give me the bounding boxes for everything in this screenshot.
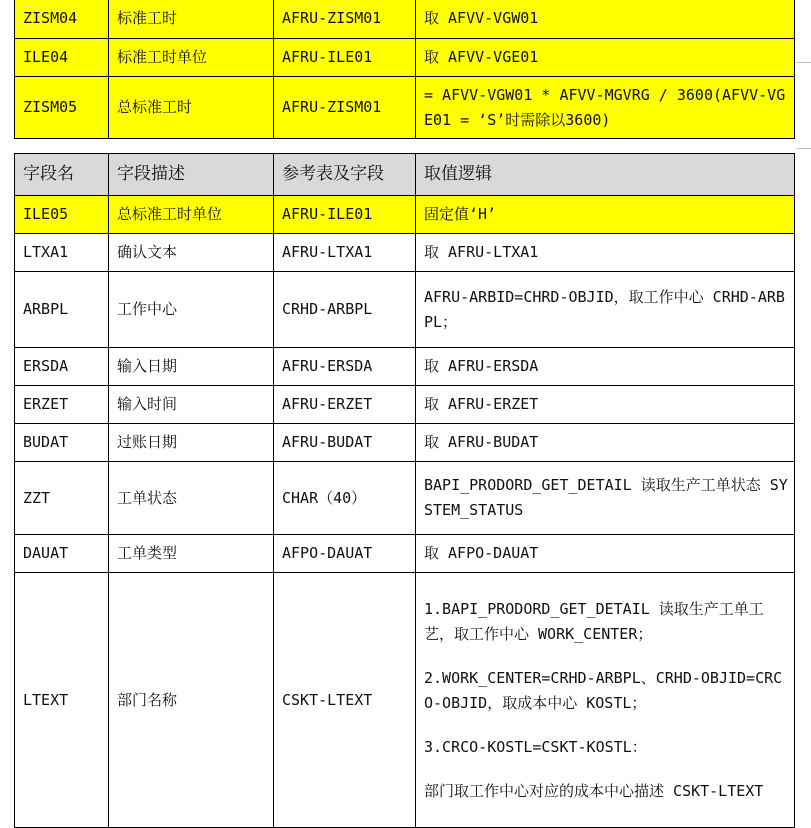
logic-text: 取 AFPO-DAUAT [424,544,539,562]
table-row [15,196,795,234]
field-name-cell: DAUAT [15,535,109,573]
field-name-cell: ERZET [15,386,109,424]
logic-text: 取 AFRU-ERSDA [424,357,539,375]
field-name-cell: ERSDA [15,348,109,386]
field-desc-cell: 标准工时单位 [109,39,274,77]
logic-cell [416,196,795,234]
field-desc-cell: 输入日期 [109,348,274,386]
ref-field-cell: AFRU-BUDAT [274,424,416,462]
logic-cell [416,386,795,424]
ref-field-cell: AFPO-DAUAT [274,535,416,573]
field-desc-cell: 工作中心 [109,272,274,348]
table-row [15,535,795,573]
field-name-cell: ZZT [15,462,109,535]
ref-field-cell: AFRU-LTXA1 [274,234,416,272]
table-header-row [15,154,795,196]
logic-text: 取 AFRU-ERZET [424,395,539,413]
field-mapping-table-top [14,0,795,139]
logic-cell [416,39,795,77]
logic-text: 固定值‘H’ [424,205,497,223]
field-desc-cell: 标准工时 [109,0,274,39]
table-row [15,386,795,424]
field-desc-cell: 确认文本 [109,234,274,272]
logic-cell [416,535,795,573]
ref-field-cell: AFRU-ILE01 [274,39,416,77]
field-mapping-table-main [14,153,795,828]
table-row [15,573,795,828]
field-name-cell: ZISM05 [15,77,109,139]
ref-field-cell: AFRU-ERZET [274,386,416,424]
field-name-cell: ARBPL [15,272,109,348]
logic-text: BAPI_PRODORD_GET_DETAIL 读取生产工单状态 SYSTEM_STATUS [424,476,788,519]
table-row [15,272,795,348]
field-desc-cell: 工单类型 [109,535,274,573]
field-desc-cell: 过账日期 [109,424,274,462]
field-name-cell: ZISM04 [15,0,109,39]
logic-text: 取 AFVV-VGE01 [424,48,539,66]
logic-cell [416,234,795,272]
header-logic: 取值逻辑 [416,154,795,196]
field-desc-cell: 部门名称 [109,573,274,828]
logic-text: 取 AFRU-BUDAT [424,433,539,451]
field-desc-cell: 输入时间 [109,386,274,424]
field-desc-cell: 总标准工时 [109,77,274,139]
field-name-cell: LTEXT [15,573,109,828]
table-row [15,424,795,462]
header-ref-field: 参考表及字段 [274,154,416,196]
field-name-cell: BUDAT [15,424,109,462]
field-name-cell: ILE04 [15,39,109,77]
logic-step-1: 1.BAPI_PRODORD_GET_DETAIL 读取生产工单工艺，取工作中心 WORK_CENTER； [424,599,764,643]
logic-cell [416,0,795,39]
table-row [15,77,795,139]
field-desc-cell: 总标准工时单位 [109,196,274,234]
field-name-cell: ILE05 [15,196,109,234]
logic-text: = AFVV-VGW01 * AFVV-MGVRG / 3600(AFVV-VGE01 = ‘S’时需除以3600) [424,85,786,129]
header-field-desc: 字段描述 [109,154,274,196]
logic-text: 取 AFVV-VGW01 [424,8,539,27]
ref-field-cell: CRHD-ARBPL [274,272,416,348]
ref-field-cell: AFRU-ERSDA [274,348,416,386]
logic-text: 取 AFRU-LTXA1 [424,243,539,261]
logic-cell [416,573,795,828]
logic-text: AFRU-ARBID=CHRD-OBJID，取工作中心 CRHD-ARBPL； [424,287,785,331]
table-row [15,234,795,272]
logic-cell [416,77,795,139]
table-row [15,39,795,77]
table-row [15,0,795,39]
table-row [15,462,795,535]
ref-field-cell: AFRU-ZISM01 [274,77,416,139]
logic-cell [416,462,795,535]
field-desc-cell: 工单状态 [109,462,274,535]
page-edge-line-bottom [796,148,811,149]
table-row [15,348,795,386]
logic-summary: 部门取工作中心对应的成本中心描述 CSKT-LTEXT [424,781,764,800]
logic-cell [416,348,795,386]
ref-field-cell: AFRU-ILE01 [274,196,416,234]
logic-cell [416,272,795,348]
page-edge-line-top [796,62,811,63]
header-field-name: 字段名 [15,154,109,196]
ref-field-cell: CSKT-LTEXT [274,573,416,828]
ref-field-cell: AFRU-ZISM01 [274,0,416,39]
ref-field-cell: CHAR（40） [274,462,416,535]
logic-step-3: 3.CRCO-KOSTL=CSKT-KOSTL： [424,737,647,756]
logic-step-2: 2.WORK_CENTER=CRHD-ARBPL、CRHD-OBJID=CRCO-OBJID，取成本中心 KOSTL； [424,668,783,712]
logic-cell [416,424,795,462]
field-name-cell: LTXA1 [15,234,109,272]
